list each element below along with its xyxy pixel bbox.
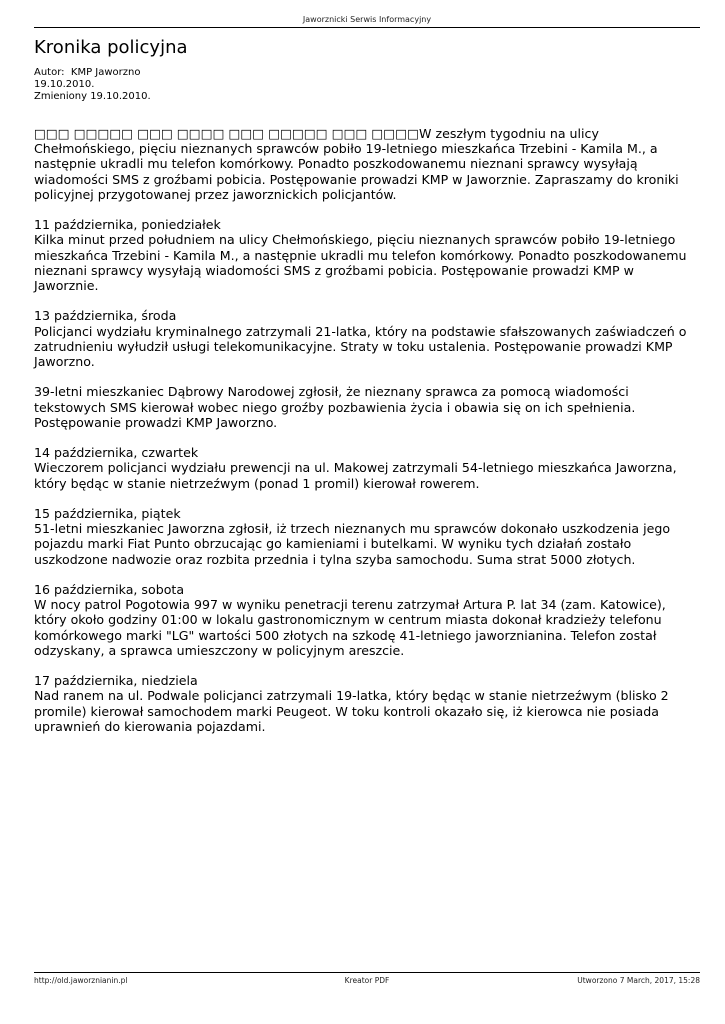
article	[34, 36, 700, 749]
author-line: Autor: KMP Jaworzno	[34, 67, 141, 78]
footer-generator: Kreator PDF	[344, 976, 390, 985]
page-header	[34, 14, 700, 28]
entry-heading: 14 października, czwartek	[34, 445, 199, 461]
entry	[34, 308, 700, 369]
intro-text: W zeszłym tygodniu na ulicy Chełmońskiego, pięciu nieznanych sprawców pobiło 19-letniego mieszkańca Trzebini - Kamila M., a następnie ukradli mu telefon komórkowy. Ponadto poszkodowanemu nieznani sprawcy wysyłają wiadomości SMS z groźbami pobicia. Postępowanie prowadzi KMP w Jaworznie. Zapraszamy do kroniki policyjnej przygotowanej przez jaworznickich policjantów.	[34, 126, 679, 202]
entry-heading: 15 października, piątek	[34, 506, 181, 521]
entry-text: W nocy patrol Pogotowia 997 w wyniku penetracji terenu zatrzymał Artura P. lat 34 (zam. Katowice), który około godziny 01:00 w lokalu gastronomicznym w centrum miasta dokonał kradzieży telefonu komórkowego marki "LG" wartości 500 złotych na szkodę 41-letniego jaworznianina. Telefon został odzyskany, a sprawca umieszczony w policyjnym areszcie.	[34, 597, 666, 658]
entry-heading: 17 października, niedziela	[34, 673, 198, 689]
modified-date: Zmieniony 19.10.2010.	[34, 91, 151, 102]
entry-text: Wieczorem policjanci wydziału prewencji na ul. Makowej zatrzymali 54-letniego mieszkańca Jaworzna, który będąc w stanie nietrzeźwym (ponad 1 promil) kierował rowerem.	[34, 460, 677, 491]
footer-created: Utworzono 7 March, 2017, 15:28	[577, 976, 700, 985]
entry-heading: 16 października, sobota	[34, 582, 185, 597]
publish-date: 19.10.2010.	[34, 79, 95, 90]
entry-text: 51-letni mieszkaniec Jaworzna zgłosił, iż trzech nieznanych mu sprawców dokonało uszkodzenia jego pojazdu marki Fiat Punto obrzucając go kamieniami i butelkami. W wyniku tych działań zostało uszkodzone nadwozie oraz rozbita przednia i tylna szyba samochodu. Suma strat 5000 złotych.	[34, 521, 671, 567]
footer-url: http://old.jaworznianin.pl	[34, 976, 128, 985]
entry	[34, 506, 700, 567]
intro-missing-glyphs: □□□ □□□□□ □□□ □□□□ □□□ □□□□□ □□□ □□□□	[34, 126, 419, 141]
entry	[34, 217, 700, 293]
article-title: Kronika policyjna	[34, 37, 188, 58]
article-body	[34, 126, 700, 734]
intro-paragraph	[34, 126, 700, 202]
site-title: Jaworznicki Serwis Informacyjny	[302, 15, 432, 24]
article-meta	[34, 67, 700, 103]
entry	[34, 384, 700, 430]
entry-text: Nad ranem na ul. Podwale policjanci zatrzymali 19-latka, który będąc w stanie nietrzeźwym (blisko 2 promile) kierował samochodem marki Peugeot. W toku kontroli okazało się, iż kierowca nie posiada uprawnień do kierowania pojazdami.	[34, 688, 669, 734]
entry-text: Kilka minut przed południem na ulicy Chełmońskiego, pięciu nieznanych sprawców pobiło 19-letniego mieszkańca Trzebini - Kamila M., a następnie ukradli mu telefon komórkowy. Ponadto poszkodowanemu nieznani sprawcy wysyłają wiadomości SMS z groźbami pobicia. Postępowanie prowadzi KMP w Jaworznie.	[34, 232, 687, 294]
entry-text: 39-letni mieszkaniec Dąbrowy Narodowej zgłosił, że nieznany sprawca za pomocą wiadomości tekstowych SMS kierował wobec niego groźby pozbawienia życia i obawia się on ich spełnienia. Postępowanie prowadzi KMP Jaworzno.	[34, 384, 636, 430]
entry	[34, 445, 700, 491]
entry	[34, 582, 700, 658]
entry-heading: 13 października, środa	[34, 308, 177, 324]
entry-heading: 11 października, poniedziałek	[34, 217, 221, 233]
entry	[34, 673, 700, 734]
page-footer	[34, 972, 700, 987]
entry-text: Policjanci wydziału kryminalnego zatrzymali 21-latka, który na podstawie sfałszowanych zaświadczeń o zatrudnieniu wyłudził usługi telekomunikacyjne. Straty w toku ustalenia. Postępowanie prowadzi KMP Jaworzno.	[34, 323, 687, 370]
